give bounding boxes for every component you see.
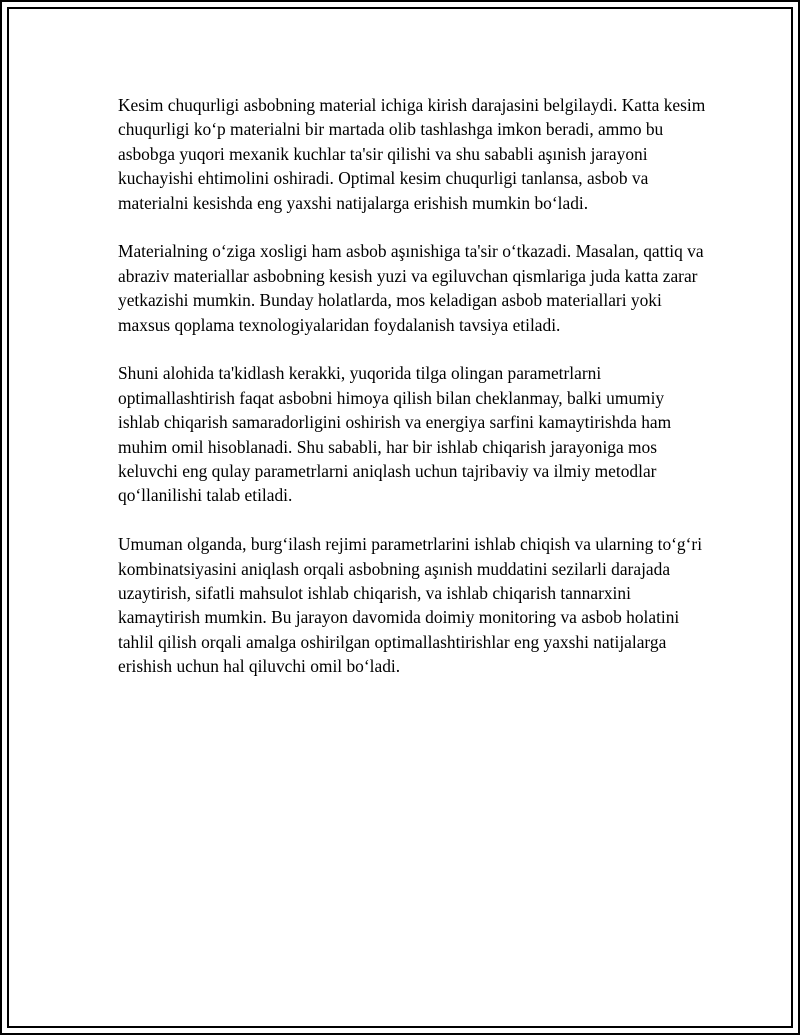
document-body [118,93,708,703]
paragraph-conclusion: Umuman olganda, burg‘ilash rejimi parametrlarini ishlab chiqish va ularning to‘g‘ri kombinatsiyasini aniqlash orqali asbobning aşınish muddatini sezilarli darajada uzaytirish, sifatli mahsulot ishlab chiqarish, va ishlab chiqarish tannarxini kamaytirish mumkin. Bu jarayon davomida doimiy monitoring va asbob holatini tahlil qilish orqali amalga oshirilgan optimallashtirishlar eng yaxshi natijalarga erishish uchun hal qiluvchi omil bo‘ladi. [118,534,703,677]
paragraph-parameter-optimization: Shuni alohida ta'kidlash kerakki, yuqorida tilga olingan parametrlarni optimallashtirish faqat asbobni himoya qilish bilan cheklanmay, balki umumiy ishlab chiqarish samaradorligini oshirish va energiya sarfini kamaytirishda ham muhim omil hisoblanadi. Shu sababli, har bir ishlab chiqarish jarayoniga mos keluvchi eng qulay parametrlarni aniqlash uchun tajribaviy va ilmiy metodlar qo‘llanilishi talab etiladi. [118,363,672,506]
paragraph-material-properties: Materialning o‘ziga xosligi ham asbob aşınishiga ta'sir o‘tkazadi. Masalan, qattiq va abraziv materiallar asbobning kesish yuzi va egiluvchan qismlariga juda katta zarar yetkazishi mumkin. Bunday holatlarda, mos keladigan asbob materiallari yoki maxsus qoplama texnologiyalaridan foydalanish tavsiya etiladi. [118,241,704,335]
paragraph-cutting-depth: Kesim chuqurligi asbobning material ichiga kirish darajasini belgilaydi. Katta kesim chuqurligi ko‘p materialni bir martada olib tashlashga imkon beradi, ammo bu asbobga yuqori mexanik kuchlar ta'sir qilishi va shu sababli aşınish jarayoni kuchayishi ehtimolini oshiradi. Optimal kesim chuqurligi tanlansa, asbob va materialni kesishda eng yaxshi natijalarga erishish mumkin bo‘ladi. [118,95,706,213]
